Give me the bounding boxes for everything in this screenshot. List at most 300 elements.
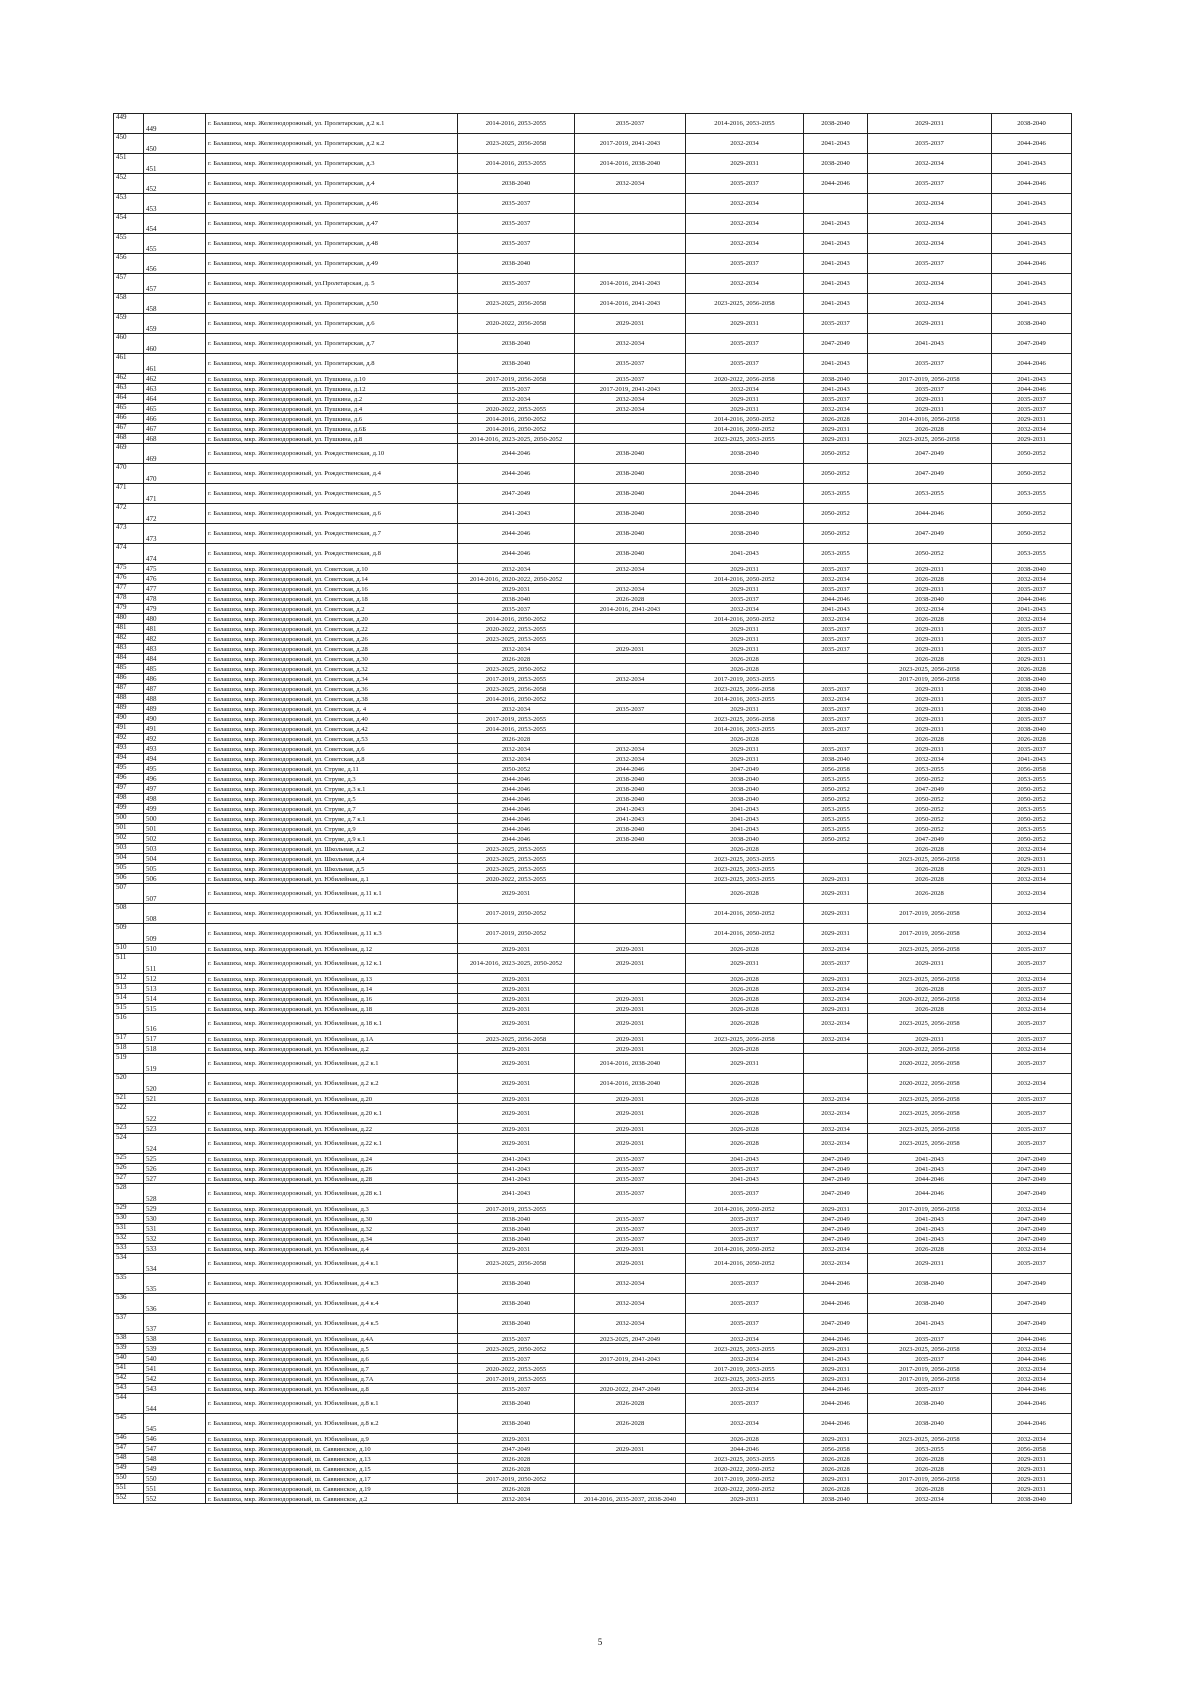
row-number: 551 <box>114 1484 144 1494</box>
table-row <box>114 654 1072 664</box>
row-number-duplicate: 531 <box>144 1224 206 1234</box>
period-col4-cell: 2053-2055 <box>804 774 868 784</box>
period-col5-cell: 2038-2040 <box>868 1394 992 1414</box>
table-row <box>114 1494 1072 1504</box>
period-col4-cell: 2026-2028 <box>804 1484 868 1494</box>
period-col6-cell: 2044-2046 <box>992 254 1072 274</box>
row-number: 512 <box>114 974 144 984</box>
table-row <box>114 1234 1072 1244</box>
table-row <box>114 584 1072 594</box>
period-col4-cell: 2041-2043 <box>804 134 868 154</box>
period-col6-cell: 2053-2055 <box>992 824 1072 834</box>
row-number: 494 <box>114 754 144 764</box>
table-row <box>114 814 1072 824</box>
period-col1-cell: 2038-2040 <box>458 1294 575 1314</box>
period-col3-cell: 2020-2022, 2050-2052 <box>686 1484 804 1494</box>
period-col5-cell: 2044-2046 <box>868 1184 992 1204</box>
period-col6-cell: 2035-2037 <box>992 1014 1072 1034</box>
period-col2-cell: 2017-2019, 2041-2043 <box>575 1354 686 1364</box>
address-cell: г. Балашиха, мкр. Железнодорожный, ул. Пролетарская, д.2 к.1 <box>206 114 458 134</box>
period-col3-cell: 2035-2037 <box>686 1164 804 1174</box>
table-row <box>114 1034 1072 1044</box>
address-cell: г. Балашиха, мкр. Железнодорожный, ул. Юбилейная, д.22 к.1 <box>206 1134 458 1154</box>
period-col3-cell: 2023-2025, 2056-2058 <box>686 684 804 694</box>
period-col5-cell: 2026-2028 <box>868 1454 992 1464</box>
period-col6-cell: 2041-2043 <box>992 294 1072 314</box>
table-row <box>114 384 1072 394</box>
period-col1-cell: 2017-2019, 2050-2052 <box>458 904 575 924</box>
period-col6-cell: 2029-2031 <box>992 1484 1072 1494</box>
period-col2-cell <box>575 194 686 214</box>
row-number: 470 <box>114 464 144 484</box>
row-number: 508 <box>114 904 144 924</box>
period-col2-cell: 2029-2031 <box>575 954 686 974</box>
row-number: 452 <box>114 174 144 194</box>
period-col2-cell: 2041-2043 <box>575 804 686 814</box>
period-col6-cell: 2032-2034 <box>992 844 1072 854</box>
period-col1-cell: 2029-2031 <box>458 1134 575 1154</box>
period-col3-cell: 2032-2034 <box>686 234 804 254</box>
period-col1-cell: 2023-2025, 2050-2052 <box>458 1344 575 1354</box>
period-col4-cell: 2038-2040 <box>804 154 868 174</box>
row-number-duplicate: 536 <box>144 1294 206 1314</box>
row-number-duplicate: 540 <box>144 1354 206 1364</box>
row-number-duplicate: 510 <box>144 944 206 954</box>
period-col1-cell: 2047-2049 <box>458 484 575 504</box>
row-number: 504 <box>114 854 144 864</box>
period-col6-cell: 2044-2046 <box>992 384 1072 394</box>
row-number-duplicate: 459 <box>144 314 206 334</box>
row-number-duplicate: 492 <box>144 734 206 744</box>
period-col6-cell: 2032-2034 <box>992 1434 1072 1444</box>
period-col2-cell: 2035-2037 <box>575 1214 686 1224</box>
row-number-duplicate: 450 <box>144 134 206 154</box>
row-number: 480 <box>114 614 144 624</box>
period-col6-cell: 2047-2049 <box>992 1214 1072 1224</box>
table-row <box>114 824 1072 834</box>
address-cell: г. Балашиха, мкр. Железнодорожный, ул. Юбилейная, д.26 <box>206 1164 458 1174</box>
period-col2-cell: 2038-2040 <box>575 824 686 834</box>
period-col2-cell: 2035-2037 <box>575 1224 686 1234</box>
table-row <box>114 1254 1072 1274</box>
address-cell: г. Балашиха, мкр. Железнодорожный, ул. Юбилейная, д.24 <box>206 1154 458 1164</box>
period-col4-cell: 2032-2034 <box>804 404 868 414</box>
table-row <box>114 1124 1072 1134</box>
period-col1-cell: 2044-2046 <box>458 774 575 784</box>
row-number-duplicate: 515 <box>144 1004 206 1014</box>
period-col3-cell: 2026-2028 <box>686 1124 804 1134</box>
row-number: 462 <box>114 374 144 384</box>
period-col6-cell: 2047-2049 <box>992 1184 1072 1204</box>
period-col5-cell: 2023-2025, 2056-2058 <box>868 1014 992 1034</box>
address-cell: г. Балашиха, мкр. Железнодорожный, ул. Юбилейная, д.1 <box>206 874 458 884</box>
period-col5-cell: 2023-2025, 2056-2058 <box>868 434 992 444</box>
table-row <box>114 374 1072 384</box>
row-number-duplicate: 535 <box>144 1274 206 1294</box>
address-cell: г. Балашиха, мкр. Железнодорожный, ш. Саввинское, д.19 <box>206 1484 458 1494</box>
row-number-duplicate: 465 <box>144 404 206 414</box>
period-col5-cell: 2047-2049 <box>868 464 992 484</box>
row-number: 529 <box>114 1204 144 1214</box>
period-col4-cell: 2050-2052 <box>804 524 868 544</box>
period-col2-cell <box>575 724 686 734</box>
period-col1-cell: 2038-2040 <box>458 1414 575 1434</box>
period-col4-cell: 2035-2037 <box>804 724 868 734</box>
period-col6-cell: 2041-2043 <box>992 234 1072 254</box>
row-number-duplicate: 506 <box>144 874 206 884</box>
period-col1-cell: 2044-2046 <box>458 784 575 794</box>
address-cell: г. Балашиха, мкр. Железнодорожный, ул. Советская, д.30 <box>206 654 458 664</box>
table-row <box>114 1214 1072 1224</box>
period-col2-cell: 2029-2031 <box>575 1034 686 1044</box>
table-row <box>114 1364 1072 1374</box>
table-row <box>114 464 1072 484</box>
row-number-duplicate: 483 <box>144 644 206 654</box>
table-row <box>114 784 1072 794</box>
row-number-duplicate: 455 <box>144 234 206 254</box>
row-number: 522 <box>114 1104 144 1124</box>
period-col2-cell: 2032-2034 <box>575 584 686 594</box>
period-col2-cell: 2014-2016, 2041-2043 <box>575 604 686 614</box>
period-col1-cell: 2044-2046 <box>458 824 575 834</box>
period-col1-cell: 2020-2022, 2053-2055 <box>458 404 575 414</box>
address-cell: г. Балашиха, мкр. Железнодорожный, ул. Юбилейная, д.2 к.2 <box>206 1074 458 1094</box>
period-col4-cell: 2056-2058 <box>804 764 868 774</box>
row-number-duplicate: 533 <box>144 1244 206 1254</box>
table-row <box>114 434 1072 444</box>
row-number: 455 <box>114 234 144 254</box>
period-col5-cell: 2029-2031 <box>868 114 992 134</box>
row-number-duplicate: 454 <box>144 214 206 234</box>
table-row <box>114 234 1072 254</box>
table-row <box>114 1004 1072 1014</box>
row-number-duplicate: 476 <box>144 574 206 584</box>
period-col6-cell: 2032-2034 <box>992 874 1072 884</box>
period-col3-cell: 2029-2031 <box>686 1054 804 1074</box>
period-col2-cell <box>575 844 686 854</box>
row-number-duplicate: 523 <box>144 1124 206 1134</box>
period-col3-cell: 2035-2037 <box>686 1214 804 1224</box>
row-number-duplicate: 549 <box>144 1464 206 1474</box>
table-row <box>114 1484 1072 1494</box>
period-col5-cell: 2026-2028 <box>868 844 992 854</box>
period-col2-cell: 2038-2040 <box>575 464 686 484</box>
table-row <box>114 974 1072 984</box>
period-col6-cell: 2053-2055 <box>992 804 1072 814</box>
table-row <box>114 1444 1072 1454</box>
address-cell: г. Балашиха, мкр. Железнодорожный, ул. Пролетарская, д.48 <box>206 234 458 254</box>
period-col6-cell: 2050-2052 <box>992 834 1072 844</box>
row-number-duplicate: 462 <box>144 374 206 384</box>
row-number-duplicate: 488 <box>144 694 206 704</box>
period-col2-cell: 2014-2016, 2035-2037, 2038-2040 <box>575 1494 686 1504</box>
row-number-duplicate: 498 <box>144 794 206 804</box>
period-col5-cell: 2032-2034 <box>868 754 992 764</box>
period-col6-cell: 2056-2058 <box>992 1444 1072 1454</box>
period-col2-cell: 2029-2031 <box>575 314 686 334</box>
period-col4-cell: 2035-2037 <box>804 634 868 644</box>
period-col2-cell: 2035-2037 <box>575 1184 686 1204</box>
period-col6-cell: 2032-2034 <box>992 994 1072 1004</box>
period-col2-cell <box>575 1344 686 1354</box>
period-col1-cell: 2029-2031 <box>458 984 575 994</box>
row-number-duplicate: 464 <box>144 394 206 404</box>
period-col5-cell: 2035-2037 <box>868 134 992 154</box>
period-col6-cell: 2047-2049 <box>992 1174 1072 1184</box>
period-col3-cell: 2026-2028 <box>686 1044 804 1054</box>
period-col5-cell: 2029-2031 <box>868 404 992 414</box>
address-cell: г. Балашиха, мкр. Железнодорожный, ул. Советская, д.6 <box>206 744 458 754</box>
period-col6-cell: 2041-2043 <box>992 214 1072 234</box>
period-col2-cell <box>575 1454 686 1464</box>
period-col4-cell <box>804 664 868 674</box>
period-col5-cell: 2050-2052 <box>868 794 992 804</box>
table-row <box>114 1014 1072 1034</box>
period-col4-cell: 2032-2034 <box>804 944 868 954</box>
period-col1-cell: 2029-2031 <box>458 1054 575 1074</box>
period-col6-cell: 2047-2049 <box>992 1154 1072 1164</box>
period-col5-cell: 2029-2031 <box>868 684 992 694</box>
period-col1-cell: 2038-2040 <box>458 1274 575 1294</box>
period-col2-cell: 2038-2040 <box>575 444 686 464</box>
row-number: 538 <box>114 1334 144 1344</box>
period-col5-cell: 2035-2037 <box>868 1384 992 1394</box>
address-cell: г. Балашиха, мкр. Железнодорожный, ул. Советская, д.32 <box>206 664 458 674</box>
period-col6-cell: 2047-2049 <box>992 1224 1072 1234</box>
table-row <box>114 314 1072 334</box>
table-row <box>114 1224 1072 1234</box>
period-col1-cell: 2041-2043 <box>458 1184 575 1204</box>
table-row <box>114 294 1072 314</box>
period-col1-cell: 2017-2019, 2053-2055 <box>458 1374 575 1384</box>
period-col3-cell: 2026-2028 <box>686 844 804 854</box>
period-col5-cell: 2029-2031 <box>868 744 992 754</box>
period-col4-cell: 2044-2046 <box>804 174 868 194</box>
period-col5-cell: 2017-2019, 2056-2058 <box>868 374 992 384</box>
row-number-duplicate: 490 <box>144 714 206 724</box>
row-number-duplicate: 479 <box>144 604 206 614</box>
period-col6-cell: 2041-2043 <box>992 604 1072 614</box>
period-col3-cell: 2029-2031 <box>686 624 804 634</box>
period-col6-cell: 2035-2037 <box>992 1124 1072 1134</box>
row-number-duplicate: 475 <box>144 564 206 574</box>
row-number: 474 <box>114 544 144 564</box>
period-col5-cell: 2038-2040 <box>868 1414 992 1434</box>
period-col4-cell: 2047-2049 <box>804 1224 868 1234</box>
period-col6-cell: 2047-2049 <box>992 1234 1072 1244</box>
row-number-duplicate: 530 <box>144 1214 206 1224</box>
table-row <box>114 664 1072 674</box>
period-col2-cell: 2038-2040 <box>575 484 686 504</box>
period-col5-cell: 2020-2022, 2056-2058 <box>868 994 992 1004</box>
period-col2-cell: 2017-2019, 2041-2043 <box>575 134 686 154</box>
period-col4-cell: 2029-2031 <box>804 884 868 904</box>
table-row <box>114 404 1072 414</box>
period-col4-cell: 2041-2043 <box>804 294 868 314</box>
period-col3-cell: 2041-2043 <box>686 824 804 834</box>
row-number-duplicate: 491 <box>144 724 206 734</box>
period-col5-cell: 2023-2025, 2056-2058 <box>868 1094 992 1104</box>
address-cell: г. Балашиха, мкр. Железнодорожный, ул. Юбилейная, д.4 к.5 <box>206 1314 458 1334</box>
period-col2-cell <box>575 924 686 944</box>
address-cell: г. Балашиха, мкр. Железнодорожный, ул. Юбилейная, д.11 к.1 <box>206 884 458 904</box>
period-col3-cell: 2038-2040 <box>686 524 804 544</box>
period-col6-cell: 2041-2043 <box>992 374 1072 384</box>
address-cell: г. Балашиха, мкр. Железнодорожный, ул. Советская, д.38 <box>206 694 458 704</box>
row-number-duplicate: 453 <box>144 194 206 214</box>
period-col4-cell: 2041-2043 <box>804 214 868 234</box>
period-col6-cell: 2029-2031 <box>992 654 1072 664</box>
row-number: 532 <box>114 1234 144 1244</box>
period-col4-cell: 2035-2037 <box>804 684 868 694</box>
period-col2-cell <box>575 424 686 434</box>
period-col4-cell: 2029-2031 <box>804 1344 868 1354</box>
period-col5-cell: 2029-2031 <box>868 714 992 724</box>
row-number: 530 <box>114 1214 144 1224</box>
period-col4-cell: 2053-2055 <box>804 544 868 564</box>
address-cell: г. Балашиха, мкр. Железнодорожный, ш. Саввинское, д.15 <box>206 1464 458 1474</box>
row-number-duplicate: 489 <box>144 704 206 714</box>
period-col2-cell: 2035-2037 <box>575 1234 686 1244</box>
period-col6-cell: 2032-2034 <box>992 1374 1072 1384</box>
period-col3-cell: 2032-2034 <box>686 134 804 154</box>
period-col5-cell: 2026-2028 <box>868 874 992 884</box>
address-cell: г. Балашиха, мкр. Железнодорожный, ул. Юбилейная, д.3 <box>206 1204 458 1214</box>
table-row <box>114 944 1072 954</box>
row-number-duplicate: 529 <box>144 1204 206 1214</box>
period-col6-cell: 2044-2046 <box>992 1414 1072 1434</box>
address-cell: г. Балашиха, мкр. Железнодорожный, ул. Струве, д.3 к.1 <box>206 784 458 794</box>
period-col1-cell: 2029-2031 <box>458 1044 575 1054</box>
period-col6-cell: 2035-2037 <box>992 694 1072 704</box>
period-col2-cell: 2038-2040 <box>575 524 686 544</box>
row-number-duplicate: 499 <box>144 804 206 814</box>
period-col3-cell: 2041-2043 <box>686 814 804 824</box>
row-number: 540 <box>114 1354 144 1364</box>
address-cell: г. Балашиха, мкр. Железнодорожный, ул. Советская, д.16 <box>206 584 458 594</box>
period-col2-cell: 2029-2031 <box>575 994 686 1004</box>
period-col3-cell: 2044-2046 <box>686 484 804 504</box>
period-col5-cell: 2041-2043 <box>868 1224 992 1234</box>
address-cell: г. Балашиха, мкр. Железнодорожный, ш. Саввинское, д.13 <box>206 1454 458 1464</box>
period-col4-cell: 2032-2034 <box>804 1134 868 1154</box>
period-col6-cell: 2038-2040 <box>992 674 1072 684</box>
row-number-duplicate: 461 <box>144 354 206 374</box>
address-cell: г. Балашиха, мкр. Железнодорожный, ул. Юбилейная, д.2 <box>206 1044 458 1054</box>
period-col1-cell: 2044-2046 <box>458 834 575 844</box>
row-number-duplicate: 541 <box>144 1364 206 1374</box>
period-col4-cell <box>804 674 868 684</box>
period-col2-cell: 2029-2031 <box>575 1104 686 1124</box>
period-col2-cell <box>575 684 686 694</box>
period-col4-cell: 2041-2043 <box>804 1354 868 1364</box>
period-col1-cell: 2032-2034 <box>458 564 575 574</box>
period-col3-cell: 2014-2016, 2053-2055 <box>686 724 804 734</box>
period-col3-cell: 2041-2043 <box>686 1174 804 1184</box>
period-col4-cell: 2029-2031 <box>804 874 868 884</box>
address-cell: г. Балашиха, мкр. Железнодорожный, ул. Юбилейная, д.20 к.1 <box>206 1104 458 1124</box>
period-col3-cell: 2035-2037 <box>686 1224 804 1234</box>
period-col6-cell: 2035-2037 <box>992 1254 1072 1274</box>
period-col3-cell: 2029-2031 <box>686 634 804 644</box>
period-col6-cell: 2035-2037 <box>992 1104 1072 1124</box>
row-number-duplicate: 524 <box>144 1134 206 1154</box>
period-col1-cell: 2023-2025, 2053-2055 <box>458 844 575 854</box>
period-col4-cell <box>804 844 868 854</box>
period-col4-cell: 2032-2034 <box>804 574 868 584</box>
address-cell: г. Балашиха, мкр. Железнодорожный, ул. Юбилейная, д.7А <box>206 1374 458 1384</box>
period-col3-cell: 2047-2049 <box>686 764 804 774</box>
period-col4-cell: 2047-2049 <box>804 1164 868 1174</box>
row-number: 471 <box>114 484 144 504</box>
row-number-duplicate: 503 <box>144 844 206 854</box>
period-col1-cell: 2029-2031 <box>458 994 575 1004</box>
address-cell: г. Балашиха, мкр. Железнодорожный, ул. Пушкина, д.2 <box>206 394 458 404</box>
period-col1-cell: 2041-2043 <box>458 1164 575 1174</box>
page-number: 5 <box>597 1637 603 1647</box>
period-col2-cell: 2032-2034 <box>575 1294 686 1314</box>
row-number-duplicate: 473 <box>144 524 206 544</box>
period-col6-cell: 2050-2052 <box>992 444 1072 464</box>
row-number-duplicate: 500 <box>144 814 206 824</box>
row-number: 472 <box>114 504 144 524</box>
period-col4-cell: 2050-2052 <box>804 444 868 464</box>
period-col5-cell: 2029-2031 <box>868 724 992 734</box>
address-cell: г. Балашиха, мкр. Железнодорожный, ул. Советская, д.42 <box>206 724 458 734</box>
period-col6-cell: 2044-2046 <box>992 134 1072 154</box>
period-col2-cell <box>575 1474 686 1484</box>
period-col1-cell: 2014-2016, 2050-2052 <box>458 424 575 434</box>
period-col1-cell: 2041-2043 <box>458 1154 575 1164</box>
period-col5-cell: 2026-2028 <box>868 614 992 624</box>
row-number: 497 <box>114 784 144 794</box>
address-cell: г. Балашиха, мкр. Железнодорожный, ул. Пушкина, д.10 <box>206 374 458 384</box>
period-col1-cell: 2029-2031 <box>458 1004 575 1014</box>
period-col6-cell: 2026-2028 <box>992 664 1072 674</box>
period-col2-cell: 2041-2043 <box>575 814 686 824</box>
period-col3-cell: 2023-2025, 2053-2055 <box>686 854 804 864</box>
period-col2-cell: 2026-2028 <box>575 594 686 604</box>
address-cell: г. Балашиха, мкр. Железнодорожный, ул. Советская, д.14 <box>206 574 458 584</box>
row-number: 550 <box>114 1474 144 1484</box>
period-col2-cell: 2044-2046 <box>575 764 686 774</box>
period-col1-cell: 2035-2037 <box>458 194 575 214</box>
period-col2-cell: 2035-2037 <box>575 704 686 714</box>
period-col4-cell: 2041-2043 <box>804 254 868 274</box>
period-col1-cell: 2023-2025, 2053-2055 <box>458 864 575 874</box>
row-number: 501 <box>114 824 144 834</box>
period-col6-cell: 2041-2043 <box>992 194 1072 214</box>
period-col5-cell: 2026-2028 <box>868 864 992 874</box>
period-col2-cell <box>575 664 686 674</box>
period-col6-cell: 2047-2049 <box>992 1294 1072 1314</box>
period-col3-cell: 2029-2031 <box>686 744 804 754</box>
period-col5-cell: 2026-2028 <box>868 1484 992 1494</box>
period-col3-cell: 2035-2037 <box>686 594 804 604</box>
period-col5-cell: 2032-2034 <box>868 294 992 314</box>
period-col2-cell: 2032-2034 <box>575 754 686 764</box>
row-number: 464 <box>114 394 144 404</box>
period-col5-cell: 2023-2025, 2056-2058 <box>868 664 992 674</box>
period-col6-cell: 2035-2037 <box>992 644 1072 654</box>
period-col3-cell: 2038-2040 <box>686 444 804 464</box>
period-col6-cell: 2038-2040 <box>992 684 1072 694</box>
period-col1-cell: 2023-2025, 2056-2058 <box>458 1254 575 1274</box>
table-row <box>114 1154 1072 1164</box>
period-col2-cell <box>575 434 686 444</box>
row-number-duplicate: 474 <box>144 544 206 564</box>
row-number-duplicate: 481 <box>144 624 206 634</box>
